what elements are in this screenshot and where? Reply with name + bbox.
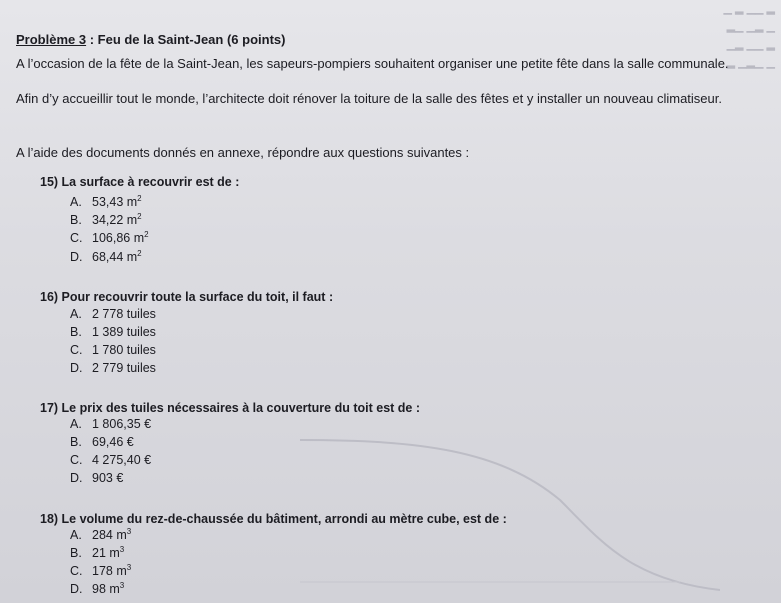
option-exponent: 2 (137, 212, 142, 221)
option-value: 21 m (92, 546, 120, 560)
option-16-d (70, 361, 156, 375)
option-17-d (70, 471, 123, 485)
option-letter: C. (70, 453, 83, 467)
intro-paragraph-2: Afin d’y accueillir tout le monde, l’architecte doit rénover la toiture de la salle des fêtes et y installer un nouveau climatiseur. (16, 91, 722, 106)
option-letter: A. (70, 528, 82, 542)
question-16: 16) Pour recouvrir toute la surface du toit, il faut : (40, 290, 334, 304)
option-18-a (70, 528, 131, 542)
option-letter: B. (70, 546, 82, 560)
option-value: 178 m (92, 564, 127, 578)
option-15-b (70, 213, 142, 227)
option-17-a (70, 417, 151, 431)
option-letter: C. (70, 564, 83, 578)
option-15-a (70, 195, 142, 209)
option-value: 53,43 m (92, 195, 138, 209)
option-16-c (70, 343, 156, 357)
option-16-a (70, 307, 156, 321)
option-letter: D. (70, 471, 83, 485)
option-value: 69,46 € (92, 435, 134, 449)
problem-number: Problème 3 (16, 32, 87, 47)
option-letter: B. (70, 213, 82, 227)
option-exponent: 3 (119, 545, 125, 554)
question-18: 18) Le volume du rez-de-chaussée du bâtiment, arrondi au mètre cube, est de : (40, 512, 507, 526)
option-exponent: 2 (137, 194, 142, 203)
option-exponent: 3 (119, 581, 125, 590)
option-17-c (70, 453, 151, 467)
option-value: 34,22 m (92, 213, 138, 227)
option-letter: B. (70, 325, 82, 339)
option-value: 4 275,40 € (92, 453, 152, 467)
option-exponent: 2 (144, 230, 149, 239)
option-letter: C. (70, 343, 83, 357)
option-letter: D. (70, 361, 83, 375)
option-15-d (70, 250, 142, 264)
option-value: 903 € (92, 471, 124, 485)
option-value: 1 389 tuiles (92, 325, 156, 339)
option-exponent: 3 (126, 563, 132, 572)
option-value: 106,86 m (92, 231, 145, 245)
intro-instruction: A l’aide des documents donnés en annexe, répondre aux questions suivantes : (16, 145, 470, 160)
option-exponent: 3 (126, 527, 132, 536)
option-18-d (70, 582, 124, 596)
option-letter: A. (70, 307, 82, 321)
option-15-c (70, 231, 149, 245)
option-value: 1 806,35 € (92, 417, 152, 431)
option-letter: A. (70, 195, 82, 209)
option-value: 1 780 tuiles (92, 343, 156, 357)
option-16-b (70, 325, 156, 339)
question-17: 17) Le prix des tuiles nécessaires à la couverture du toit est de : (40, 401, 421, 415)
option-18-c (70, 564, 131, 578)
option-value: 284 m (92, 528, 127, 542)
option-17-b (70, 435, 134, 449)
option-value: 2 779 tuiles (92, 361, 156, 375)
option-letter: C. (70, 231, 83, 245)
option-letter: D. (70, 582, 83, 596)
problem-title (16, 32, 285, 47)
option-letter: D. (70, 250, 83, 264)
option-letter: A. (70, 417, 82, 431)
bleed-through-text: ▁ ▂ ▁▁ ▂ ▂▁ ▁▂ ▁ ▁▂ ▁▁ ▂ ▂ ▁▂▁ ▁ (723, 3, 775, 69)
option-value: 2 778 tuiles (92, 307, 156, 321)
option-value: 98 m (92, 582, 120, 596)
option-exponent: 2 (137, 249, 142, 258)
question-15: 15) La surface à recouvrir est de : (40, 175, 240, 189)
problem-title-rest: : Feu de la Saint-Jean (6 points) (86, 32, 286, 47)
intro-paragraph-1: A l’occasion de la fête de la Saint-Jean, les sapeurs-pompiers souhaitent organiser une petite fête dans la salle communale. (16, 56, 729, 71)
option-letter: B. (70, 435, 82, 449)
option-18-b (70, 546, 124, 560)
option-value: 68,44 m (92, 250, 138, 264)
